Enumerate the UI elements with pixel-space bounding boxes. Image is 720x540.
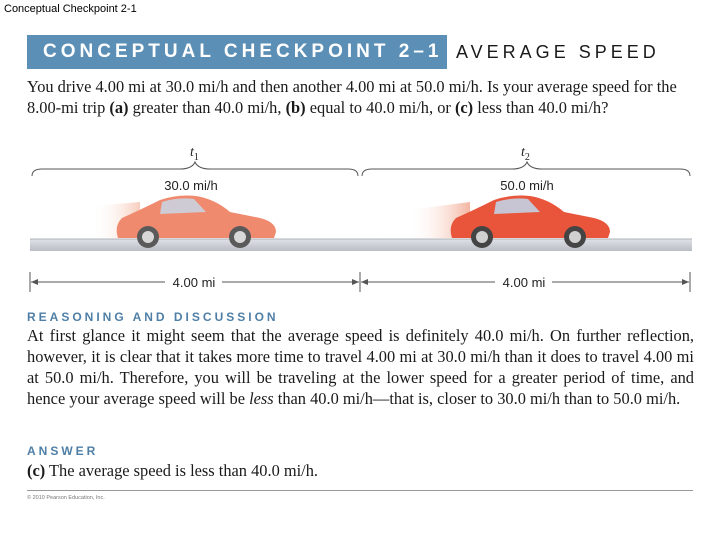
- answer-tag: (c): [27, 461, 46, 480]
- reasoning-text-1: At first glance it might seem that the average speed is definitely 40.0 mi/h. On further reflection, however, it is clear that it takes more time to travel 4.00 mi at 30.0 mi/h than it does to travel 4.00 mi at 50.0 mi/h. Therefore, you will be traveling at the lower speed for a greater period of time, and hence your average speed will be: [27, 326, 694, 408]
- t2-label: $t_2$: [521, 145, 530, 163]
- option-a-text: greater than 40.0 mi/h,: [128, 98, 286, 117]
- road: [30, 239, 692, 251]
- reasoning-text: [27, 325, 694, 409]
- distance-1-label: 4.00 mi: [172, 275, 216, 290]
- checkpoint-subtitle: AVERAGE SPEED: [456, 42, 660, 62]
- brace-right: [362, 162, 690, 176]
- two-cars-figure: [0, 138, 720, 298]
- reasoning-emphasis: less: [249, 389, 274, 408]
- answer-text: [27, 460, 694, 481]
- speed-1-label: 30.0 mi/h: [164, 178, 218, 193]
- distance-2-label: 4.00 mi: [502, 275, 546, 290]
- question-text: [27, 76, 693, 118]
- slide-title: Conceptual Checkpoint 2-1: [4, 3, 137, 15]
- reasoning-text-2: than 40.0 mi/h—that is, closer to 30.0 mi/h than to 50.0 mi/h.: [273, 389, 681, 408]
- t1-label: $t_1$: [190, 145, 199, 163]
- reasoning-heading: REASONING AND DISCUSSION: [27, 310, 279, 324]
- answer-heading: ANSWER: [27, 444, 99, 458]
- option-a-tag: (a): [109, 98, 129, 117]
- question-intro: You drive 4.00 mi at 30.0 mi/h and then another 4.00 mi at 50.0 mi/h. Is your average speed for the 8.00-mi trip: [27, 77, 677, 117]
- option-b-tag: (b): [285, 98, 306, 117]
- option-c-text: less than 40.0 mi/h?: [473, 98, 609, 117]
- checkpoint-banner: CONCEPTUAL CHECKPOINT 2–1: [27, 35, 447, 69]
- speed-2-label: 50.0 mi/h: [500, 178, 554, 193]
- copyright: © 2010 Pearson Education, Inc.: [27, 495, 105, 501]
- brace-left: [32, 162, 358, 176]
- option-c-tag: (c): [454, 98, 474, 117]
- answer-body: The average speed is less than 40.0 mi/h.: [45, 461, 319, 480]
- bottom-rule: [27, 490, 693, 491]
- option-b-text: equal to 40.0 mi/h, or: [305, 98, 455, 117]
